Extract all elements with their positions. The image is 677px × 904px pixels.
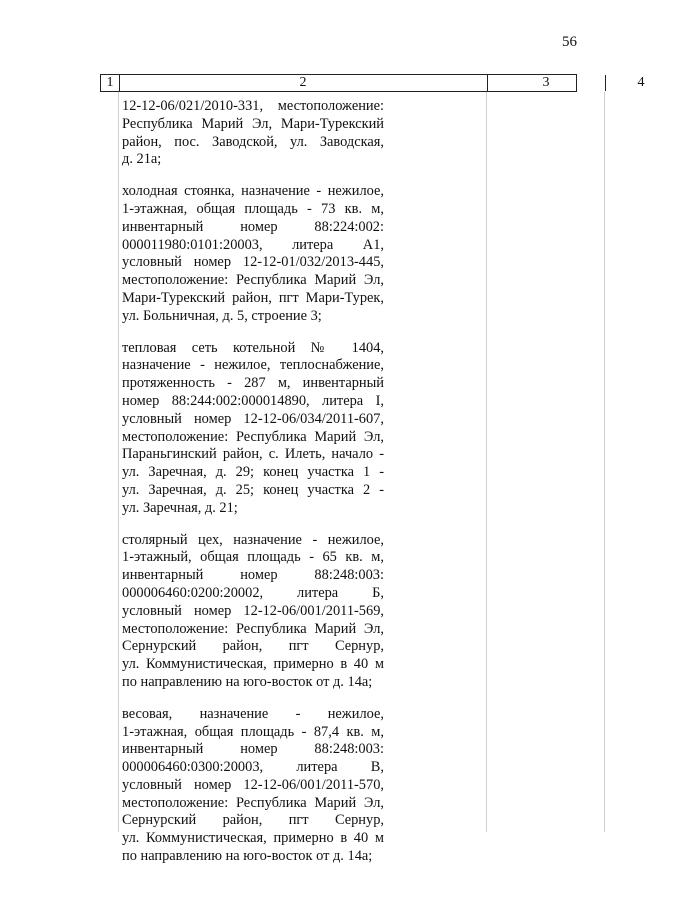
entry-text-line: условный номер 12-12-06/001/2011-570, [122,776,384,793]
entry-text-line: ул. Коммунистическая, примерно в 40 м [122,830,384,847]
entry-text-line: инвентарный номер 88:248:003: [122,567,384,584]
entry-text-line: весовая, назначение - нежилое, [122,705,384,722]
header-cell-3: 3 [542,75,550,90]
entry-text-line: условный номер 12-12-01/032/2013-445, [122,254,384,271]
entry-text-line: Республика Марий Эл, Мари-Турекский [122,115,384,132]
entry-text-line: по направлению на юго-восток от д. 14а; [122,673,373,690]
entry-text-line: 1-этажная, общая площадь - 87,4 кв. м, [122,723,384,740]
document-table [100,74,645,865]
column-divider [604,92,605,832]
table-header-row [100,74,645,92]
property-entry [122,532,384,692]
entry-text-line: местоположение: Республика Марий Эл, [122,794,384,811]
header-cell-2: 2 [299,75,307,90]
entry-text-line: Сернурский район, пгт Сернур, [122,638,384,655]
entry-text-line: 000006460:0300:20003, литера В, [122,759,384,776]
entry-text-line: протяженность - 287 м, инвентарный [122,375,384,392]
entry-text-line: местоположение: Республика Марий Эл, [122,272,384,289]
property-entry [122,706,384,866]
entry-text-line: ул. Заречная, д. 25; конец участка 2 - [122,481,384,498]
entry-text-line: Сернурский район, пгт Сернур, [122,812,384,829]
property-entry [122,98,384,169]
entry-text-line: номер 88:244:002:000014890, литера I, [122,392,384,409]
entries-column [122,98,384,880]
entry-text-line: местоположение: Республика Марий Эл, [122,428,384,445]
entry-text-line: 000006460:0200:20002, литера Б, [122,584,384,601]
entry-text-line: 1-этажный, общая площадь - 65 кв. м, [122,549,384,566]
page-number: 56 [562,34,577,50]
entry-text-line: местоположение: Республика Марий Эл, [122,620,384,637]
entry-text-line: район, пос. Заводской, ул. Заводская, [122,133,384,150]
column-divider [486,92,487,832]
entry-text-line: ул. Коммунистическая, примерно в 40 м [122,656,384,673]
header-cell-4: 4 [637,75,645,90]
column-divider [118,92,119,832]
property-entry [122,340,384,518]
entry-text-line: столярный цех, назначение - нежилое, [122,531,384,548]
entry-text-line: условный номер 12-12-06/001/2011-569, [122,602,384,619]
entry-text-line: холодная стоянка, назначение - нежилое, [122,183,384,200]
entry-text-line: 1-этажная, общая площадь - 73 кв. м, [122,200,384,217]
entry-text-line: условный номер 12-12-06/034/2011-607, [122,410,384,427]
entry-text-line: ул. Заречная, д. 21; [122,499,238,516]
entry-text-line: 12-12-06/021/2010-331, местоположение: [122,98,384,114]
entry-text-line: ул. Заречная, д. 29; конец участка 1 - [122,464,384,481]
entry-text-line: д. 21а; [122,151,162,168]
entry-text-line: тепловая сеть котельной № 1404, [122,339,384,356]
entry-text-line: инвентарный номер 88:248:003: [122,741,384,758]
entry-text-line: назначение - нежилое, теплоснабжение, [122,357,384,374]
entry-text-line: Параньгинский район, с. Илеть, начало - [122,446,384,463]
entry-text-line: инвентарный номер 88:224:002: [122,218,384,235]
entry-text-line: ул. Больничная, д. 5, строение 3; [122,307,322,324]
header-cell-1: 1 [106,75,114,90]
entry-text-line: 000011980:0101:20003, литера А1, [122,236,384,253]
entry-text-line: по направлению на юго-восток от д. 14а; [122,848,373,865]
property-entry [122,183,384,325]
entry-text-line: Мари-Турекский район, пгт Мари-Турек, [122,289,384,306]
